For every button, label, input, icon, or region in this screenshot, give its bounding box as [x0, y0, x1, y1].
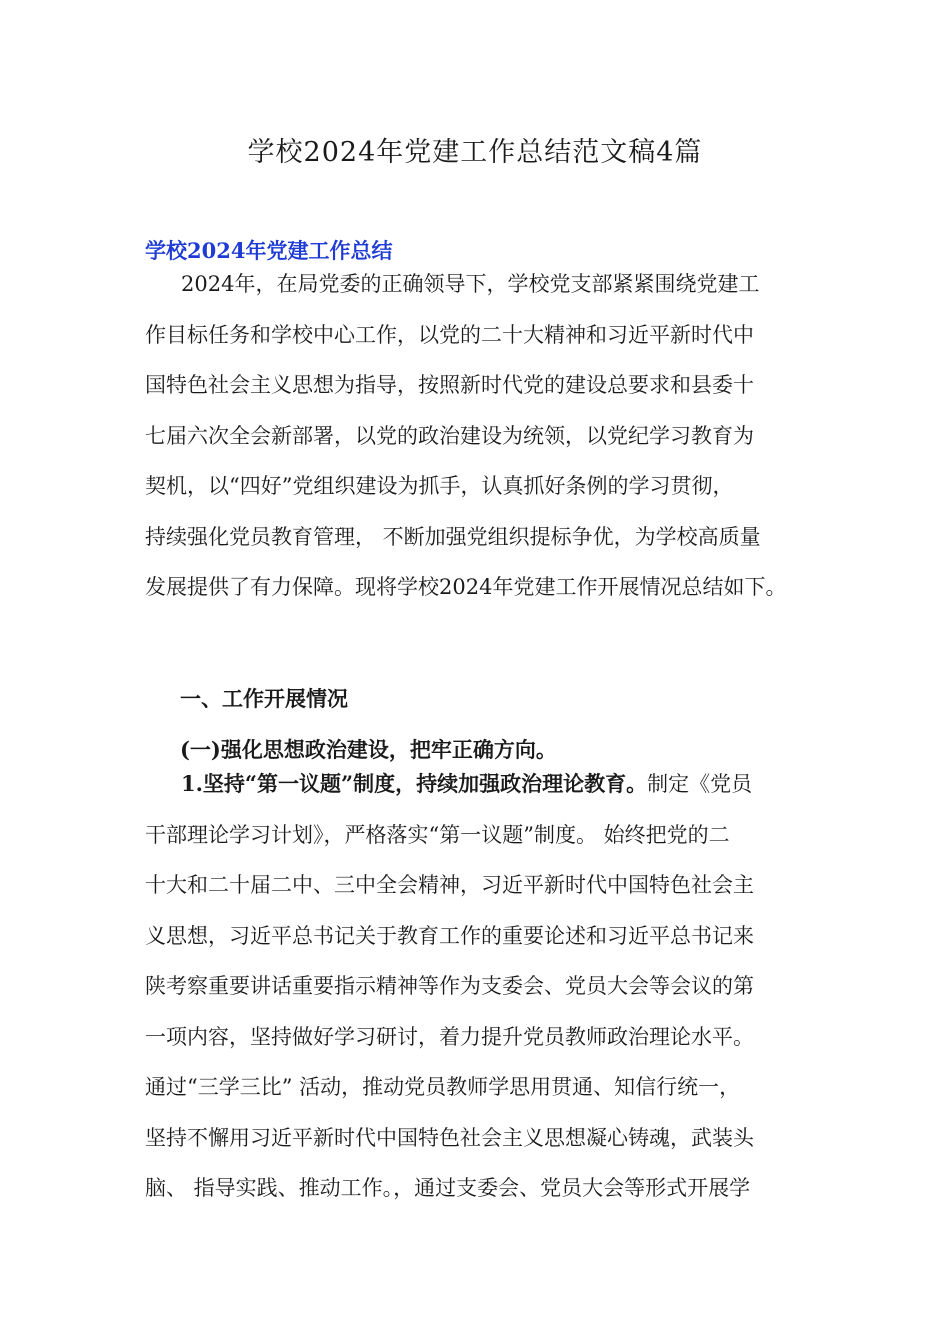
paragraph-line: 契机，以“四好”党组织建设为抓手，认真抓好条例的学习贯彻， — [145, 474, 734, 498]
document-title: 学校2024年党建工作总结范文稿4篇 — [247, 137, 703, 168]
heading-level-1: 一、工作开展情况 — [180, 686, 348, 711]
paragraph-line: 持续强化党员教育管理， 不断加强党组织提标争优，为学校高质量 — [145, 524, 761, 549]
paragraph-line: 陕考察重要讲话重要指示精神等作为支委会、党员大会等会议的第 — [145, 974, 754, 998]
paragraph-first-line — [145, 759, 810, 810]
paragraph-line: 干部理论学习计划》，严格落实“第一议题”制度。 始终把党的二 — [145, 822, 730, 847]
section-title: 学校2024年党建工作总结 — [145, 238, 393, 263]
paragraph-line: 坚持不懈用习近平新时代中国特色社会主义思想凝心铸魂，武装头 — [145, 1125, 754, 1150]
paragraph-line: 2024年，在局党委的正确领导下，学校党支部紧紧围绕党建工 — [181, 272, 760, 296]
paragraph-line: 作目标任务和学校中心工作，以党的二十大精神和习近平新时代中 — [145, 322, 754, 347]
paragraph-line: 国特色社会主义思想为指导，按照新时代党的建设总要求和县委十 — [145, 373, 754, 397]
intro-paragraph — [145, 259, 810, 613]
paragraph-line: 通过“三学三比” 活动，推动党员教师学思用贯通、知信行统一， — [145, 1075, 741, 1099]
item-1-paragraph — [145, 759, 810, 1214]
paragraph-line: 一项内容，坚持做好学习研讨，着力提升党员教师政治理论水平。 — [145, 1024, 754, 1049]
paragraph-line: 七届六次全会新部署，以党的政治建设为统领，以党纪学习教育为 — [145, 423, 754, 448]
paragraph-line: 脑、 指导实践、推动工作。，通过支委会、党员大会等形式开展学 — [145, 1176, 751, 1200]
item-1-lead: 1.坚持“第一议题”制度，持续加强政治理论教育。 — [181, 771, 648, 796]
paragraph-line: 发展提供了有力保障。现将学校2024年党建工作开展情况总结如下。 — [145, 575, 787, 599]
heading-level-2: (一)强化思想政治建设，把牢正确方向。 — [180, 737, 557, 762]
paragraph-line: 十大和二十届二中、三中全会精神，习近平新时代中国特色社会主 — [145, 873, 754, 897]
item-1-lead-rest: 制定《党员 — [647, 772, 753, 796]
paragraph-line: 义思想，习近平总书记关于教育工作的重要论述和习近平总书记来 — [145, 923, 754, 948]
